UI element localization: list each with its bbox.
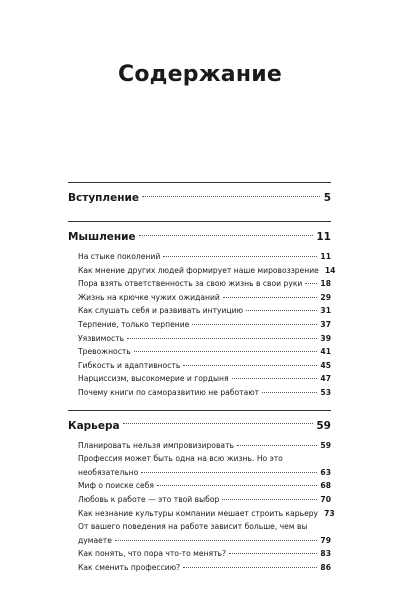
toc-item[interactable] [68, 508, 335, 523]
toc-item[interactable] [68, 265, 336, 280]
page-number: 70 [320, 494, 331, 504]
page-number: 37 [320, 319, 331, 329]
toc-item-label: Терпение, только терпение [78, 319, 190, 329]
page-number: 29 [320, 292, 331, 302]
page-number: 63 [320, 467, 331, 477]
section-gap [68, 402, 331, 410]
toc-item-label: Любовь к работе — это твой выбор [78, 494, 220, 504]
dot-leader [222, 499, 317, 500]
toc-item[interactable] [68, 306, 331, 320]
dot-leader [183, 365, 317, 366]
dot-leader [141, 472, 317, 473]
page-number: 18 [320, 279, 331, 289]
toc-item[interactable] [68, 279, 331, 293]
page-number: 14 [324, 265, 336, 275]
dot-leader [246, 310, 317, 311]
dot-leader [223, 297, 318, 298]
table-of-contents [68, 182, 336, 576]
dot-leader [127, 338, 317, 339]
toc-section-heading[interactable] [68, 183, 331, 213]
page-number: 45 [320, 360, 331, 370]
toc-item-label: Миф о поиске себя [78, 481, 154, 491]
toc-item[interactable] [68, 441, 331, 455]
toc-item[interactable] [68, 495, 331, 509]
page-number: 83 [320, 549, 331, 559]
toc-item-label: Жизнь на крючке чужих ожиданий [78, 292, 220, 302]
toc-section-career [68, 410, 335, 577]
toc-item-label: Тревожность [78, 347, 131, 357]
toc-section-heading[interactable] [68, 222, 331, 252]
toc-item[interactable] [68, 252, 331, 266]
toc-item[interactable] [68, 481, 331, 495]
toc-item-label: Как слушать себя и развивать интуицию [78, 306, 243, 316]
toc-item-label: Гибкость и адаптивность [78, 360, 181, 370]
toc-section-intro [68, 182, 331, 213]
dot-leader [262, 392, 317, 393]
toc-item[interactable] [68, 293, 331, 307]
dot-leader [142, 196, 320, 197]
dot-leader [183, 567, 317, 568]
toc-item-label: Уязвимость [78, 333, 125, 343]
dot-leader [229, 553, 317, 554]
toc-item[interactable] [68, 549, 331, 563]
page-number: 41 [320, 347, 331, 357]
toc-item-label: думаете [78, 535, 112, 545]
toc-item[interactable] [68, 563, 331, 577]
dot-leader [134, 351, 318, 352]
toc-item[interactable] [68, 388, 331, 402]
toc-item[interactable] [68, 374, 331, 388]
toc-item-label: Как понять, что пора что-то менять? [78, 549, 227, 559]
toc-item-label: Как незнание культуры компании мешает строить карьеру [78, 508, 319, 518]
section-title: Карьера [68, 419, 120, 432]
toc-item-label: Почему книги по саморазвитию не работают [78, 387, 260, 397]
toc-item[interactable] [68, 536, 331, 550]
toc-item-line[interactable] [68, 454, 331, 468]
toc-item-line[interactable] [68, 522, 331, 536]
toc-item-list [68, 252, 336, 402]
toc-item-label: Профессия может быть одна на всю жизнь. Но это [78, 454, 283, 464]
page-number: 11 [316, 231, 331, 243]
toc-item[interactable] [68, 361, 331, 375]
section-title: Вступление [68, 192, 139, 204]
page-number: 5 [323, 192, 331, 204]
page-number: 31 [320, 306, 331, 316]
toc-item-label: От вашего поведения на работе зависит больше, чем вы [78, 522, 308, 532]
dot-leader [305, 283, 317, 284]
toc-item-label: На стыке поколений [78, 252, 161, 261]
page-title: Содержание [118, 62, 282, 87]
toc-item[interactable] [68, 334, 331, 348]
page-number: 47 [320, 374, 331, 384]
page-number: 68 [320, 481, 331, 491]
dot-leader [192, 324, 317, 325]
dot-leader [237, 445, 317, 446]
page-number: 59 [320, 440, 331, 450]
dot-leader [115, 540, 318, 541]
dot-leader [163, 256, 317, 257]
page-number: 53 [320, 387, 331, 397]
toc-item-label: Нарциссизм, высокомерие и гордыня [78, 374, 229, 384]
dot-leader [232, 378, 318, 379]
section-title: Мышление [68, 231, 136, 243]
toc-item[interactable] [68, 347, 331, 361]
toc-item[interactable] [68, 468, 331, 482]
dot-leader [139, 235, 314, 236]
page-number: 73 [324, 508, 335, 518]
toc-item-list [68, 440, 335, 577]
toc-item-label: Планировать нельзя импровизировать [78, 440, 234, 450]
toc-item-label: необязательно [78, 467, 139, 477]
toc-item[interactable] [68, 320, 331, 334]
page-number: 79 [320, 535, 331, 545]
toc-item-label: Как мнение других людей формирует наше мировоззрение [78, 265, 319, 275]
dot-leader [123, 423, 314, 424]
toc-section-thinking [68, 221, 336, 402]
page-number: 86 [320, 562, 331, 572]
section-gap [68, 213, 331, 221]
toc-item-label: Пора взять ответственность за свою жизнь в свои руки [78, 279, 303, 289]
dot-leader [157, 485, 317, 486]
page-number: 11 [320, 252, 331, 261]
page-number: 59 [316, 419, 331, 432]
toc-section-heading[interactable] [68, 411, 331, 441]
toc-item-label: Как сменить профессию? [78, 562, 181, 572]
page-number: 39 [320, 333, 331, 343]
